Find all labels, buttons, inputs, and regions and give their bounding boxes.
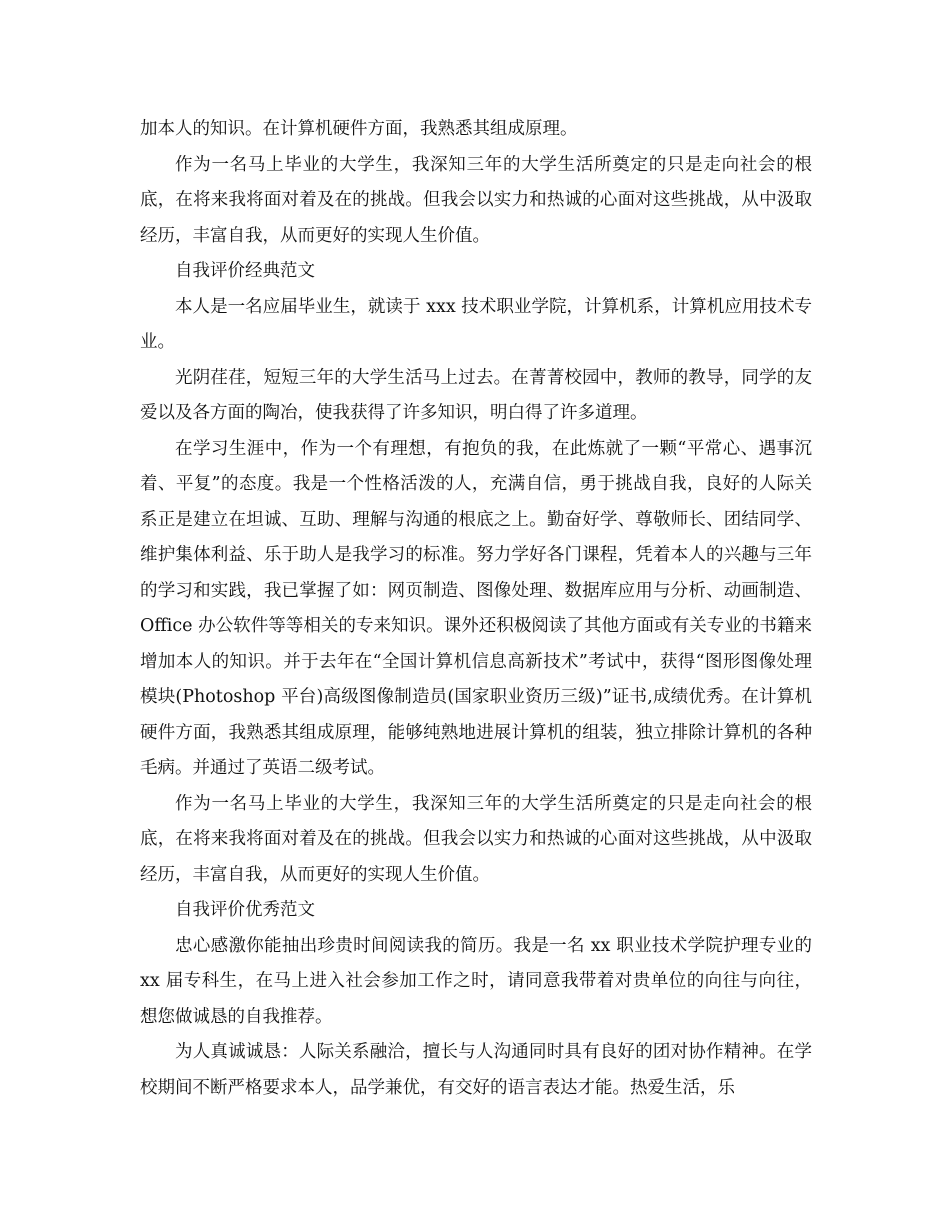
paragraph-8: 为人真诚诚恳：人际关系融洽，擅长与人沟通同时具有良好的团对协作精神。在学校期间不断严格要求本人，品学兼优，有交好的语言表达才能。热爱生活，乐 bbox=[140, 1042, 812, 1098]
paragraph-7: 忠心感激你能抽出珍贵时间阅读我的简历。我是一名 xx 职业技术学院护理专业的 xx 届专科生，在马上进入社会参加工作之时，请同意我带着对贵单位的向往与向往，想您做诚恳的自我推荐。 bbox=[140, 935, 812, 1027]
document-body bbox=[140, 112, 812, 1106]
paragraph-3: 本人是一名应届毕业生，就读于 xxx 技术职业学院，计算机系，计算机应用技术专业。 bbox=[140, 296, 812, 352]
paragraph-1: 加本人的知识。在计算机硬件方面，我熟悉其组成原理。 bbox=[140, 119, 578, 139]
section-heading-classic: 自我评价经典范文 bbox=[175, 261, 315, 281]
paragraph-5: 在学习生涯中，作为一个有理想，有抱负的我，在此炼就了一颗“平常心、遇事沉着、平复”的态度。我是一个性格活泼的人，充满自信，勇于挑战自我，良好的人际关系正是建立在坦诚、互助、理解与沟通的根底之上。勤奋好学、尊敬师长、团结同学、维护集体利益、乐于助人是我学习的标准。努力学好各门课程，凭着本人的兴趣与三年的学习和实践，我已掌握了如：网页制造、图像处理、数据库应用与分析、动画制造、Office 办公软件等等相关的专来知识。课外还积极阅读了其他方面或有关专业的书籍来增加本人的知识。并于去年在“全国计算机信息高新技术”考试中，获得“图形图像处理模块(Photoshop 平台)高级图像制造员(国家职业资历三级)”证书,成绩优秀。在计算机硬件方面，我熟悉其组成原理，能够纯熟地进展计算机的组装，独立排除计算机的各种毛病。并通过了英语二级考试。 bbox=[140, 438, 812, 778]
paragraph-6: 作为一名马上毕业的大学生，我深知三年的大学生活所奠定的只是走向社会的根底，在将来我将面对着及在的挑战。但我会以实力和热诚的心面对这些挑战，从中汲取经历，丰富自我，从而更好的实现人生价值。 bbox=[140, 793, 812, 885]
paragraph-2: 作为一名马上毕业的大学生，我深知三年的大学生活所奠定的只是走向社会的根底，在将来我将面对着及在的挑战。但我会以实力和热诚的心面对这些挑战，从中汲取经历，丰富自我，从而更好的实现人生价值。 bbox=[140, 154, 812, 246]
paragraph-4: 光阴荏荏，短短三年的大学生活马上过去。在菁菁校园中，教师的教导，同学的友爱以及各方面的陶冶，使我获得了许多知识，明白得了许多道理。 bbox=[140, 367, 812, 423]
section-heading-excellent: 自我评价优秀范文 bbox=[175, 900, 315, 920]
